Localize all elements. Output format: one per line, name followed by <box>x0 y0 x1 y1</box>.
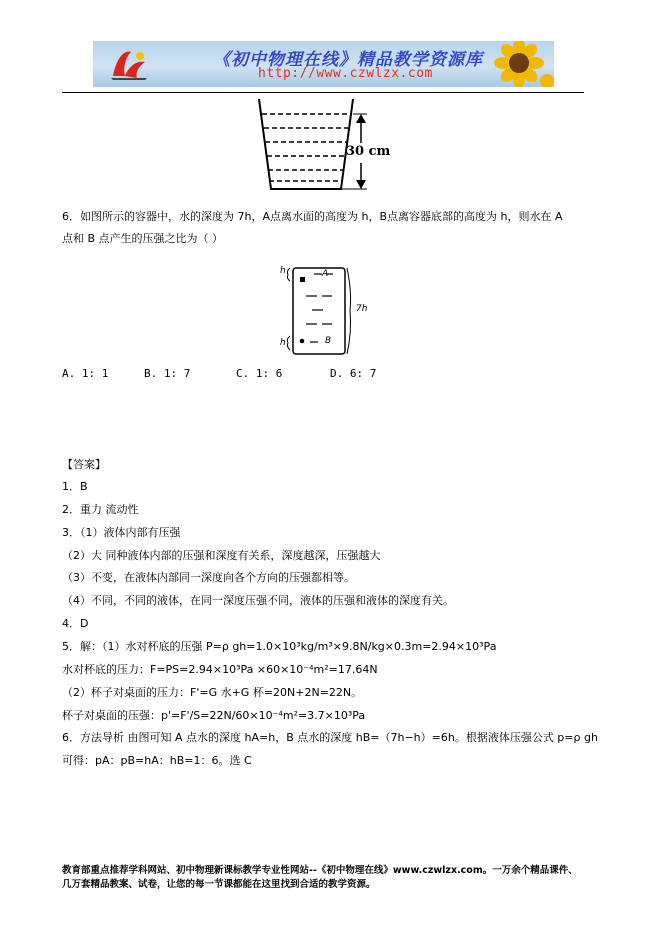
answer-5-3: （2）杯子对桌面的压力：F'=G 水+G 杯=20N+2N=22N。 <box>62 686 363 699</box>
answer-1: 1．B <box>62 480 88 493</box>
option-a: A. 1: 1 <box>62 367 109 380</box>
question-6-line-2: 点和 B 点产生的压强之比为（ ） <box>62 232 224 245</box>
answers-heading: 【答案】 <box>62 458 106 471</box>
answer-5-1: 5．解：（1）水对杯底的压强 P=ρ gh=1.0×10³kg/m³×9.8N/kg×0.3m=2.94×10³Pa <box>62 640 497 653</box>
option-c: C. 1: 6 <box>236 367 283 380</box>
option-d: D. 6: 7 <box>330 367 377 380</box>
label-b: B <box>325 336 332 346</box>
figure-points-a-b <box>276 262 376 358</box>
label-h-bottom: h <box>280 338 286 348</box>
answer-5-4: 杯子对桌面的压强：p'=F'/S=22N/60×10⁻⁴m²=3.7×10³Pa <box>62 709 366 722</box>
footer-line-1: 教育部重点推荐学科网站、初中物理新课标教学专业性网站--《初中物理在线》www.czwlzx.com。一万余个精品课件、 <box>62 865 578 876</box>
answer-3-3: （3）不变，在液体内部同一深度向各个方向的压强都相等。 <box>62 571 355 584</box>
option-b: B. 1: 7 <box>144 367 191 380</box>
answer-4: 4．D <box>62 617 89 630</box>
footer-line-2: 几万套精品教案、试卷，让您的每一节课都能在这里找到合适的教学资源。 <box>62 879 376 890</box>
answer-3-4: （4）不同，不同的液体，在同一深度压强不同，液体的压强和液体的深度有关。 <box>62 594 454 607</box>
figure-container-depth <box>255 97 405 193</box>
banner-url: http://www.czwlzx.com <box>258 66 433 81</box>
answer-3-1: 3．（1）液体内部有压强 <box>62 526 181 539</box>
banner-title: 《初中物理在线》精品教学资源库 <box>213 50 483 70</box>
label-7h: 7h <box>356 304 368 314</box>
answer-6-2: 可得：pA：pB=hA：hB=1：6。选 C <box>62 754 252 767</box>
answer-5-2: 水对杯底的压力：F=PS=2.94×10³Pa ×60×10⁻⁴m²=17.64N <box>62 663 378 676</box>
label-h-top: h <box>280 266 286 276</box>
czwlzx-logo-icon <box>107 46 151 82</box>
question-6-line-1: 6．如图所示的容器中，水的深度为 7h，A点离水面的高度为 h，B点离容器底部的高度为 h，则水在 A <box>62 210 563 223</box>
header-rule <box>62 92 584 93</box>
header-banner <box>93 41 554 87</box>
depth-label: 30 cm <box>346 144 391 159</box>
label-a: A <box>322 269 329 279</box>
answer-2: 2．重力 流动性 <box>62 503 139 516</box>
sunflower-icon <box>481 41 554 87</box>
answer-3-2: （2）大 同种液体内部的压强和深度有关系，深度越深，压强越大 <box>62 549 381 562</box>
answer-6-1: 6．方法导析 由图可知 A 点水的深度 hA=h，B 点水的深度 hB=（7h−h）=6h。根据液体压强公式 p=ρ gh <box>62 731 598 744</box>
